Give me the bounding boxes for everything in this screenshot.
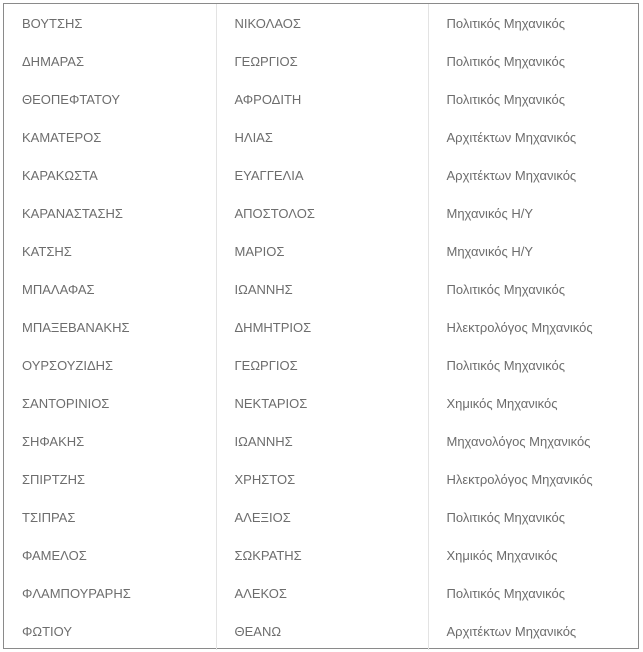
table-row [4,194,638,232]
surname-cell: ΣΠΙΡΤΖΗΣ [4,460,216,498]
first-name-cell: ΝΙΚΟΛΑΟΣ [216,4,428,42]
surname-cell: ΜΠΑΛΑΦΑΣ [4,270,216,308]
surname-cell: ΣΑΝΤΟΡΙΝΙΟΣ [4,384,216,422]
specialty-cell: Χημικός Μηχανικός [446,547,558,563]
specialty-cell: Πολιτικός Μηχανικός [446,281,566,297]
surname-cell: ΦΩΤΙΟΥ [4,612,216,650]
surname-cell: ΚΑΤΣΗΣ [4,232,216,270]
surname-cell: ΘΕΟΠΕΦΤΑΤΟΥ [4,80,216,118]
first-name-cell: ΕΥΑΓΓΕΛΙΑ [216,156,428,194]
specialty-cell: Πολιτικός Μηχανικός [446,585,566,601]
specialty-cell: Πολιτικός Μηχανικός [446,509,566,525]
first-name-cell: ΑΠΟΣΤΟΛΟΣ [216,194,428,232]
specialty-cell: Πολιτικός Μηχανικός [446,357,566,373]
specialty-cell: Μηχανολόγος Μηχανικός [446,433,591,449]
surname-cell: ΔΗΜΑΡΑΣ [4,42,216,80]
first-name-cell: ΝΕΚΤΑΡΙΟΣ [216,384,428,422]
surname-cell: ΚΑΡΑΚΩΣΤΑ [4,156,216,194]
specialty-cell: Μηχανικός Η/Υ [446,205,534,221]
table-row [4,460,638,498]
specialty-cell: Χημικός Μηχανικός [446,395,558,411]
first-name-cell: ΣΩΚΡΑΤΗΣ [216,536,428,574]
first-name-cell: ΔΗΜΗΤΡΙΟΣ [216,308,428,346]
specialty-cell: Ηλεκτρολόγος Μηχανικός [446,471,593,487]
first-name-cell: ΧΡΗΣΤΟΣ [216,460,428,498]
first-name-cell: ΗΛΙΑΣ [216,118,428,156]
table-row [4,346,638,384]
surname-cell: ΚΑΜΑΤΕΡΟΣ [4,118,216,156]
first-name-cell: ΑΛΕΞΙΟΣ [216,498,428,536]
table-row [4,232,638,270]
specialty-cell: Πολιτικός Μηχανικός [446,53,566,69]
table-row [4,270,638,308]
surname-cell: ΦΛΑΜΠΟΥΡΑΡΗΣ [4,574,216,612]
table-row [4,612,638,650]
surname-cell: ΟΥΡΣΟΥΖΙΔΗΣ [4,346,216,384]
table-row [4,156,638,194]
first-name-cell: ΘΕΑΝΩ [216,612,428,650]
table-row [4,498,638,536]
table-row [4,4,638,42]
table-row [4,42,638,80]
surname-cell: ΤΣΙΠΡΑΣ [4,498,216,536]
table-row [4,422,638,460]
engineers-table [4,4,638,650]
table-row [4,384,638,422]
table-row [4,80,638,118]
surname-cell: ΒΟΥΤΣΗΣ [4,4,216,42]
table-row [4,574,638,612]
specialty-cell: Πολιτικός Μηχανικός [446,15,566,31]
table-row [4,308,638,346]
surname-cell: ΜΠΑΞΕΒΑΝΑΚΗΣ [4,308,216,346]
specialty-cell: Αρχιτέκτων Μηχανικός [446,129,577,145]
specialty-cell: Πολιτικός Μηχανικός [446,91,566,107]
first-name-cell: ΓΕΩΡΓΙΟΣ [216,42,428,80]
surname-cell: ΣΗΦΑΚΗΣ [4,422,216,460]
first-name-cell: ΙΩΑΝΝΗΣ [216,270,428,308]
table-row [4,118,638,156]
specialty-cell: Αρχιτέκτων Μηχανικός [446,623,577,639]
specialty-cell: Μηχανικός Η/Υ [446,243,534,259]
engineers-table-container [3,3,639,649]
first-name-cell: ΜΑΡΙΟΣ [216,232,428,270]
specialty-cell: Ηλεκτρολόγος Μηχανικός [446,319,593,335]
specialty-cell: Αρχιτέκτων Μηχανικός [446,167,577,183]
first-name-cell: ΑΛΕΚΟΣ [216,574,428,612]
first-name-cell: ΙΩΑΝΝΗΣ [216,422,428,460]
table-body [4,4,638,650]
table-row [4,536,638,574]
first-name-cell: ΓΕΩΡΓΙΟΣ [216,346,428,384]
first-name-cell: ΑΦΡΟΔΙΤΗ [216,80,428,118]
surname-cell: ΦΑΜΕΛΟΣ [4,536,216,574]
surname-cell: ΚΑΡΑΝΑΣΤΑΣΗΣ [4,194,216,232]
